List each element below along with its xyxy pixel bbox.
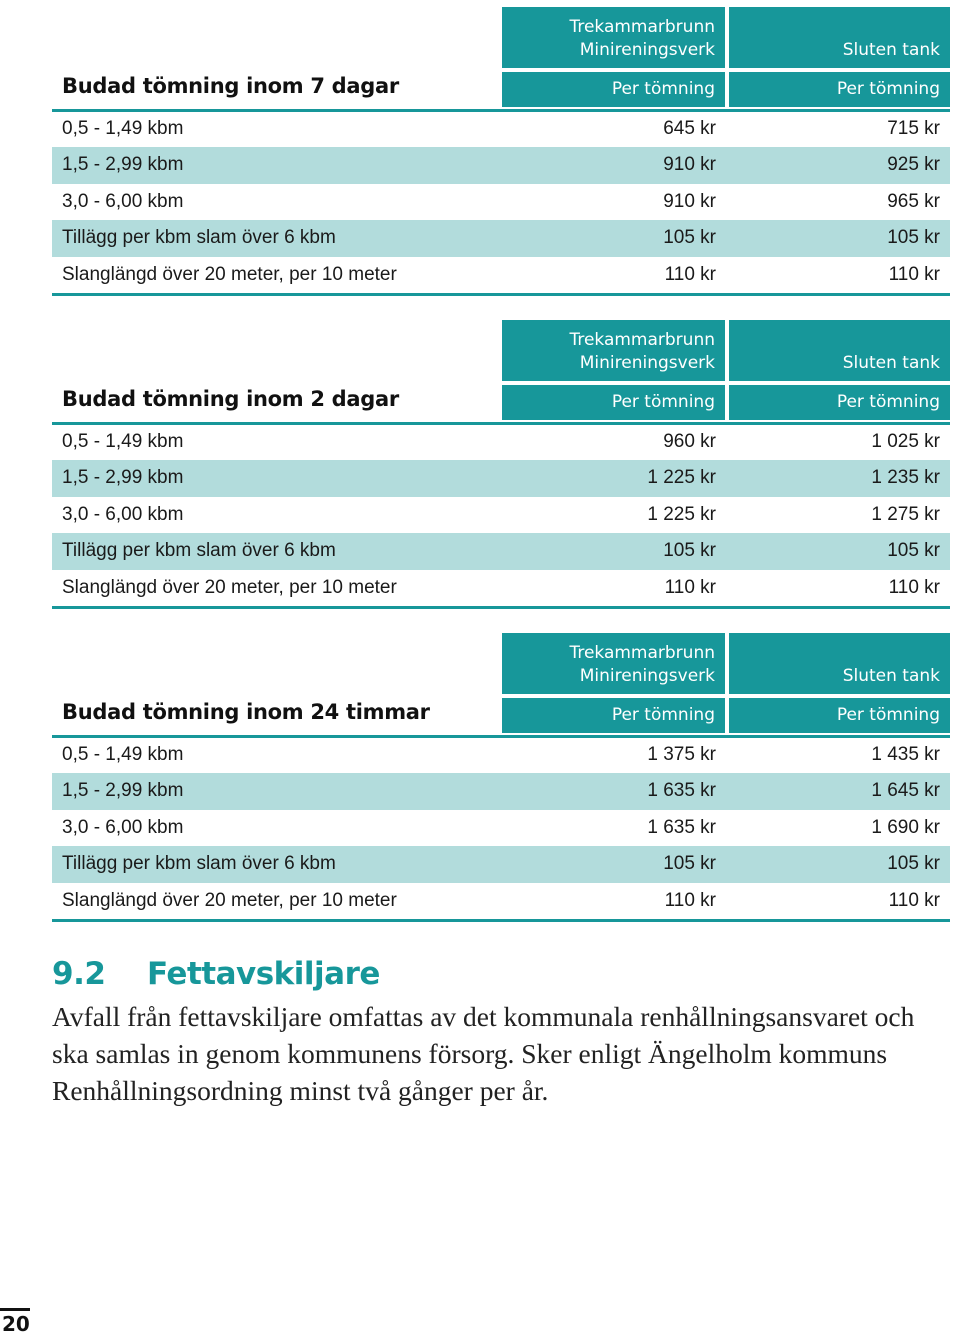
row-label: 0,5 - 1,49 kbm (62, 118, 184, 139)
price-table-24-timmar (52, 633, 950, 922)
price-trekammarbrunn: 960 kr (663, 431, 716, 452)
price-trekammarbrunn: 110 kr (664, 576, 716, 598)
table-row (52, 424, 950, 460)
price-trekammarbrunn: 110 kr (664, 889, 716, 911)
price-trekammarbrunn: 1 225 kr (647, 503, 716, 525)
row-label: 1,5 - 2,99 kbm (62, 154, 184, 176)
row-label: Slanglängd över 20 meter, per 10 meter (62, 576, 397, 598)
col-header-line: Trekammarbrunn Minireningsverk (569, 17, 715, 60)
section-title: Fettavskiljare (147, 956, 380, 992)
table-bottom-rule (52, 293, 950, 296)
col-subheader-per-tomning: Per tömning (502, 385, 725, 420)
col-header-sluten-tank: Sluten tank (729, 633, 950, 694)
price-trekammarbrunn: 1 635 kr (647, 780, 716, 802)
price-table-2-dagar (52, 320, 950, 609)
price-trekammarbrunn: 105 kr (663, 227, 716, 249)
table-row (52, 184, 950, 220)
table-row (52, 497, 950, 533)
table-row (52, 220, 950, 256)
price-trekammarbrunn: 105 kr (663, 540, 716, 562)
section-number: 9.2 (52, 956, 106, 992)
col-header-trekammarbrunn (502, 320, 725, 381)
price-sluten-tank: 110 kr (888, 889, 940, 911)
price-sluten-tank: 1 025 kr (871, 431, 940, 452)
table-bottom-rule (52, 606, 950, 609)
price-trekammarbrunn: 1 225 kr (647, 467, 716, 489)
col-subheader-per-tomning: Per tömning (729, 385, 950, 420)
table-row (52, 810, 950, 846)
table-row (52, 773, 950, 809)
table-header (52, 320, 950, 424)
price-sluten-tank: 105 kr (887, 227, 940, 249)
table-row (52, 533, 950, 569)
section-heading (52, 956, 380, 992)
col-subheader-per-tomning: Per tömning (729, 72, 950, 107)
row-label: 0,5 - 1,49 kbm (62, 744, 184, 765)
price-sluten-tank: 1 690 kr (871, 816, 940, 838)
table-header (52, 7, 950, 111)
col-header-trekammarbrunn (502, 7, 725, 68)
col-header-sluten-tank: Sluten tank (729, 7, 950, 68)
col-subheader-per-tomning: Per tömning (729, 698, 950, 733)
col-subheader-per-tomning: Per tömning (502, 72, 725, 107)
row-label: Tillägg per kbm slam över 6 kbm (62, 540, 336, 562)
page-number-rule (0, 1308, 30, 1311)
row-label: 1,5 - 2,99 kbm (62, 467, 184, 489)
table-row (52, 846, 950, 882)
table-row (52, 737, 950, 773)
table-title: Budad tömning inom 2 dagar (62, 387, 399, 411)
col-header-trekammarbrunn (502, 633, 725, 694)
table-row (52, 147, 950, 183)
table-title: Budad tömning inom 7 dagar (62, 74, 399, 98)
col-header-line: Trekammarbrunn Minireningsverk (569, 643, 715, 686)
row-label: 3,0 - 6,00 kbm (62, 816, 184, 838)
price-trekammarbrunn: 105 kr (663, 853, 716, 875)
price-sluten-tank: 105 kr (887, 853, 940, 875)
col-subheader-per-tomning: Per tömning (502, 698, 725, 733)
row-label: 0,5 - 1,49 kbm (62, 431, 184, 452)
price-trekammarbrunn: 1 635 kr (647, 816, 716, 838)
row-label: Slanglängd över 20 meter, per 10 meter (62, 263, 397, 285)
price-sluten-tank: 715 kr (887, 118, 940, 139)
table-title: Budad tömning inom 24 timmar (62, 700, 430, 724)
price-table-7-dagar (52, 7, 950, 296)
table-bottom-rule (52, 919, 950, 922)
price-sluten-tank: 1 275 kr (871, 503, 940, 525)
table-row (52, 460, 950, 496)
price-sluten-tank: 965 kr (887, 190, 940, 212)
price-sluten-tank: 925 kr (887, 154, 940, 176)
row-label: 3,0 - 6,00 kbm (62, 503, 184, 525)
page-number: 20 (2, 1312, 30, 1336)
price-sluten-tank: 110 kr (888, 576, 940, 598)
col-header-sluten-tank: Sluten tank (729, 320, 950, 381)
row-label: Tillägg per kbm slam över 6 kbm (62, 227, 336, 249)
price-trekammarbrunn: 110 kr (664, 263, 716, 285)
table-row (52, 883, 950, 919)
price-trekammarbrunn: 910 kr (663, 190, 716, 212)
price-sluten-tank: 1 435 kr (871, 744, 940, 765)
price-sluten-tank: 1 235 kr (871, 467, 940, 489)
row-label: Slanglängd över 20 meter, per 10 meter (62, 889, 397, 911)
table-header (52, 633, 950, 737)
row-label: 3,0 - 6,00 kbm (62, 190, 184, 212)
table-row (52, 257, 950, 293)
price-sluten-tank: 1 645 kr (871, 780, 940, 802)
price-trekammarbrunn: 645 kr (663, 118, 716, 139)
row-label: Tillägg per kbm slam över 6 kbm (62, 853, 336, 875)
price-trekammarbrunn: 910 kr (663, 154, 716, 176)
section-body-text: Avfall från fettavskiljare omfattas av det kommunala renhållningsansvaret och ska samlas in genom kommunens försorg. Sker enligt Ängelholm kommuns Renhållningsordning minst två gånger per år. (52, 1001, 915, 1106)
row-label: 1,5 - 2,99 kbm (62, 780, 184, 802)
table-row (52, 570, 950, 606)
price-sluten-tank: 110 kr (888, 263, 940, 285)
price-trekammarbrunn: 1 375 kr (647, 744, 716, 765)
price-sluten-tank: 105 kr (887, 540, 940, 562)
col-header-line: Trekammarbrunn Minireningsverk (569, 330, 715, 373)
table-row (52, 111, 950, 147)
